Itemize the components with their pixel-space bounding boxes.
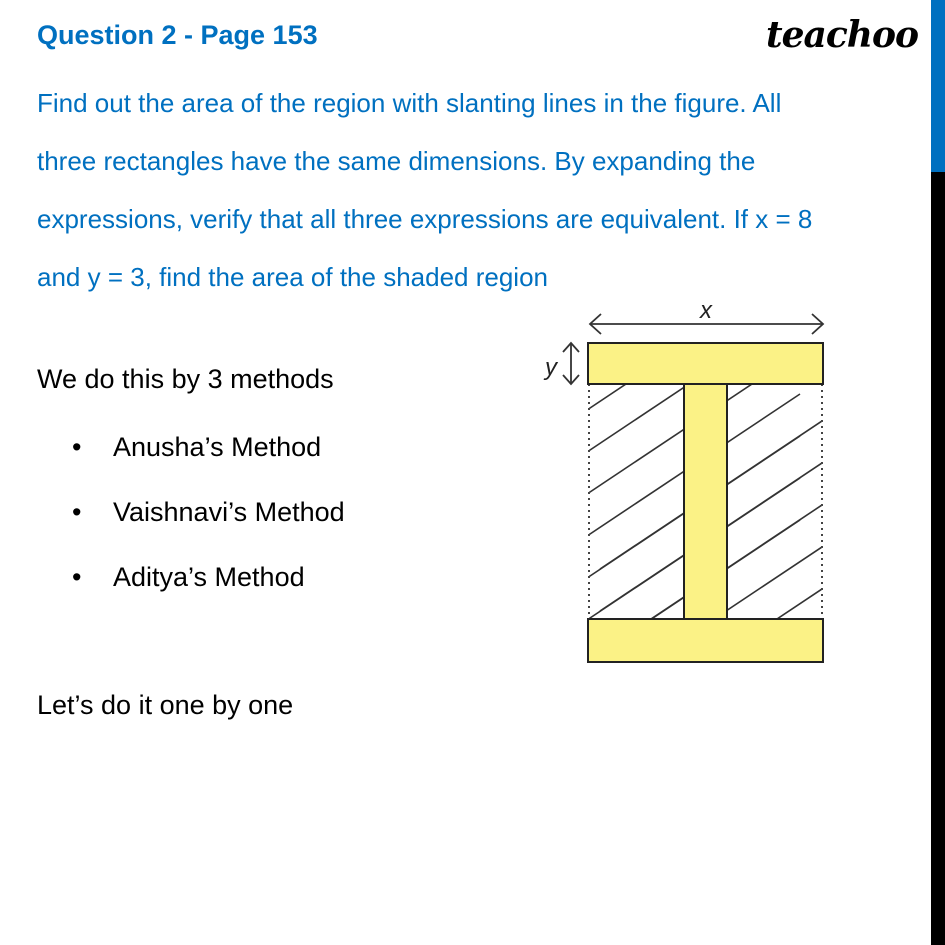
teachoo-logo: teachoo: [766, 14, 918, 56]
y-dimension-arrow: [563, 343, 579, 384]
top-rectangle: [588, 343, 823, 384]
list-item: [72, 428, 345, 493]
question-line: and y = 3, find the area of the shaded region: [37, 262, 548, 292]
methods-intro: We do this by 3 methods: [37, 364, 334, 394]
methods-list: [72, 428, 345, 623]
bullet-icon: •: [72, 562, 82, 592]
y-label: y: [545, 354, 557, 381]
x-label: x: [700, 297, 712, 324]
list-item: [72, 493, 345, 558]
side-accent-bar-blue: [931, 0, 945, 172]
vertical-rectangle: [684, 384, 727, 619]
list-item: [72, 558, 345, 623]
question-text: [37, 74, 917, 306]
side-accent-bar-black: [931, 172, 945, 945]
method-label: Anusha’s Method: [113, 432, 322, 462]
page-title: Question 2 - Page 153: [37, 20, 318, 50]
method-label: Aditya’s Method: [113, 562, 305, 592]
closing-text: Let’s do it one by one: [37, 690, 294, 720]
question-line: three rectangles have the same dimensions. By expanding the: [37, 146, 756, 176]
question-line: Find out the area of the region with slanting lines in the figure. All: [37, 88, 782, 118]
bullet-icon: •: [72, 497, 82, 527]
i-beam-figure: [530, 290, 840, 675]
bottom-rectangle: [588, 619, 823, 662]
question-line: expressions, verify that all three expressions are equivalent. If x = 8: [37, 204, 813, 234]
bullet-icon: •: [72, 432, 82, 462]
method-label: Vaishnavi’s Method: [113, 497, 345, 527]
